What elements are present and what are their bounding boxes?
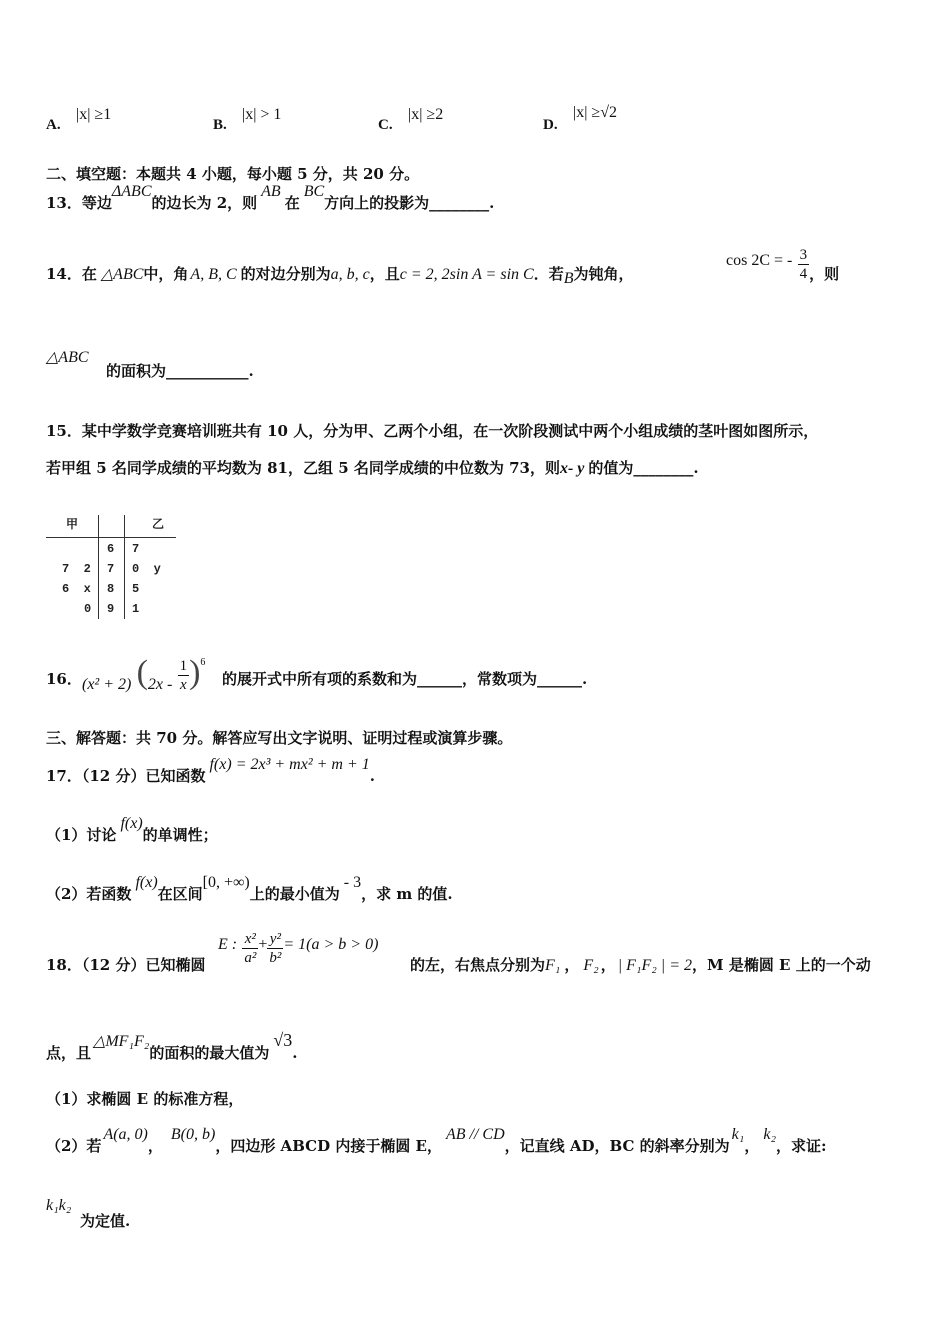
question-17 xyxy=(46,756,376,786)
q14-text1: 中，角 xyxy=(143,265,189,283)
stem-leaf-divider-left xyxy=(98,515,99,619)
q18-line1 xyxy=(410,954,871,975)
q17-function: f(x) = 2x³ + mx² + m + 1 xyxy=(209,756,370,773)
q18-sqrt3: √3 xyxy=(273,1030,293,1050)
q18-plus: + xyxy=(258,935,268,953)
stem-leaf-row-stem: 6 xyxy=(107,542,115,556)
stem-leaf-head-right: 乙 xyxy=(152,517,165,531)
q18-fy-numerator: y² xyxy=(267,930,283,949)
q18-line2-b: 的面积的最大值为 xyxy=(149,1044,270,1062)
q17-part1-a: （1）讨论 xyxy=(46,826,117,844)
option-c-label: C. xyxy=(378,117,393,133)
q18-part2 xyxy=(46,1126,827,1156)
q18-point-b: B(0, b) xyxy=(170,1126,216,1143)
q18-line2-c: . xyxy=(292,1044,298,1062)
q18-num: 18．（12 分）已知椭圆 xyxy=(46,956,206,974)
option-d-label: D. xyxy=(543,117,558,133)
stem-leaf-row-left: 7 2 xyxy=(62,562,91,576)
q14-text2: 的对边分别为 xyxy=(240,265,331,283)
q15-line1: 15．某中学数学竞赛培训班共有 10 人，分为甲、乙两个小组，在一次阶段测试中两个小组成绩的茎叶图如图所示， xyxy=(46,422,819,440)
q13-vector-ab: AB xyxy=(261,183,281,200)
q16-frac-denominator: x xyxy=(180,676,187,693)
stem-leaf-divider-right xyxy=(124,515,125,619)
q14-frac-numerator: 3 xyxy=(799,247,808,263)
q16-left-paren: ( xyxy=(136,654,148,691)
q18-text4: ，M 是椭圆 E 上的一个动 xyxy=(692,956,871,974)
stem-leaf-row-right: 1 xyxy=(132,602,140,616)
q14-triangle: △ABC xyxy=(100,266,144,283)
q17-end: . xyxy=(369,767,376,785)
q14-frac-denominator: 4 xyxy=(799,266,808,282)
q18-part2-e: ， xyxy=(744,1137,760,1155)
stem-leaf-head-left: 甲 xyxy=(66,517,79,531)
q16-expr-b: 2x - xyxy=(147,676,173,693)
q17-part2-value: - 3 xyxy=(343,874,362,891)
q16-text: 的展开式中所有项的系数和为______，常数项为______. xyxy=(222,670,588,688)
q17-part2-interval: [0, +∞) xyxy=(202,874,250,891)
q14-cos-expr: cos 2C = - xyxy=(726,251,793,269)
q15-line2 xyxy=(46,457,699,478)
option-a-label: A. xyxy=(46,117,61,133)
q13-text1: 的边长为 2，则 xyxy=(151,194,258,212)
stem-leaf-row-stem: 8 xyxy=(107,582,115,596)
option-d-expr: |x| ≥√2 xyxy=(573,104,617,121)
q18-part2-b: ， xyxy=(147,1137,163,1155)
q17-part2-c: 上的最小值为 xyxy=(249,885,340,903)
q15-line2-b: 的值为________. xyxy=(588,459,699,477)
stem-leaf-row-left: 6 x xyxy=(62,582,91,596)
question-14 xyxy=(46,263,634,287)
option-a-expr: |x| ≥1 xyxy=(76,106,112,123)
stem-leaf-row-left: 0 xyxy=(84,602,92,616)
stem-leaf-row-stem: 9 xyxy=(107,602,115,616)
option-b-label: B. xyxy=(213,117,227,133)
q16-fraction xyxy=(178,657,190,694)
q18-fy-denominator: b² xyxy=(269,950,282,966)
q14-line2 xyxy=(46,347,89,367)
q18-part2-c: ，四边形 ABCD 内接于椭圆 E， xyxy=(215,1137,442,1155)
q18-line2-a: 点，且 xyxy=(46,1044,92,1062)
q15-line2-a: 若甲组 5 名同学成绩的平均数为 81，乙组 5 名同学成绩的中位数为 73，则 xyxy=(46,459,560,477)
q15-x-minus-y: x- y xyxy=(559,460,585,477)
q18-f1: F₁ xyxy=(545,957,561,974)
option-b-expr: |x| > 1 xyxy=(242,106,282,123)
q16-right-paren: ) xyxy=(189,654,201,691)
q18-triangle: △MF₁F₂ xyxy=(93,1033,150,1050)
q18-ellipse-equation xyxy=(218,930,378,967)
q14-text5: 为钝角， xyxy=(573,265,634,283)
q13-vector-bc: BC xyxy=(303,183,325,200)
q17-num: 17．（12 分）已知函数 xyxy=(46,767,206,785)
q18-part3 xyxy=(46,1196,71,1215)
q16-power: 6 xyxy=(200,657,206,668)
q18-f2: F₂ xyxy=(583,957,599,974)
section2-heading: 二、填空题：本题共 4 小题，每小题 5 分，共 20 分。 xyxy=(46,165,420,183)
q18-fx-denominator: a² xyxy=(244,950,257,966)
q18-eq: = 1(a > b > 0) xyxy=(283,935,379,953)
q17-part1-f: f(x) xyxy=(120,815,143,832)
question-13 xyxy=(46,183,495,213)
q13-text3: 方向上的投影为________. xyxy=(324,194,495,212)
q18-point-a: A(a, 0) xyxy=(103,1126,148,1143)
q17-part2-a: （2）若函数 xyxy=(46,885,132,903)
q18-fx-numerator: x² xyxy=(242,930,258,949)
q18-fraction-y xyxy=(267,930,283,967)
q14-num: 14．在 xyxy=(46,265,97,283)
q18-part2-f: ，求证: xyxy=(776,1137,827,1155)
stem-leaf-row-right: 0 y xyxy=(132,562,161,576)
q18-e: E : xyxy=(218,935,238,953)
q14-area-text: 的面积为___________. xyxy=(106,362,254,380)
q14-cos-fraction xyxy=(798,246,810,283)
q18-parallel: AB // CD xyxy=(445,1126,505,1143)
q18-part2-d: ，记直线 AD，BC 的斜率分别为 xyxy=(504,1137,730,1155)
q18-distance: | F₁F₂ | = 2 xyxy=(617,957,692,974)
q18-k1k2: k₁k₂ xyxy=(46,1197,72,1214)
stem-leaf-row-stem: 7 xyxy=(107,562,115,576)
q17-part2-b: 在区间 xyxy=(157,885,203,903)
stem-leaf-row-right: 7 xyxy=(132,542,140,556)
q18-line2 xyxy=(46,1030,298,1063)
q14-triangle-2: △ABC xyxy=(46,349,89,366)
q18-text2: ， xyxy=(564,956,580,974)
stem-leaf-row-right: 5 xyxy=(132,582,140,596)
q13-text2: 在 xyxy=(284,194,300,212)
q18-part2-a: （2）若 xyxy=(46,1137,102,1155)
q14-condition: c = 2, 2sin A = sin C xyxy=(399,266,534,283)
q18-k2: k₂ xyxy=(763,1126,777,1143)
option-c-expr: |x| ≥2 xyxy=(408,106,444,123)
q17-part2-f: f(x) xyxy=(135,874,158,891)
q16-expr-a: (x² + 2) xyxy=(82,676,132,693)
q14-text6: ，则 xyxy=(809,264,840,283)
q18-text1: 的左，右焦点分别为 xyxy=(410,956,546,974)
q17-part1 xyxy=(46,815,218,845)
q14-angles: A, B, C xyxy=(190,266,237,283)
stem-leaf-header-rule xyxy=(46,537,176,538)
q17-part2-d: ，求 m 的值. xyxy=(361,885,453,903)
q17-part2 xyxy=(46,874,453,904)
q14-text3: ，且 xyxy=(369,265,400,283)
section3-heading: 三、解答题：共 70 分。解答应写出文字说明、证明过程或演算步骤。 xyxy=(46,729,513,747)
q14-angle-b: B xyxy=(563,270,574,287)
q16-frac-numerator: 1 xyxy=(179,657,188,674)
q14-cos-formula xyxy=(726,246,839,283)
q14-sides: a, b, c xyxy=(330,266,370,283)
q18-part1: （1）求椭圆 E 的标准方程， xyxy=(46,1090,244,1108)
q18-text3: ， xyxy=(600,956,616,974)
q18-k1: k₁ xyxy=(731,1126,745,1143)
q14-text4: ．若 xyxy=(533,265,564,283)
q18-part3-text: 为定值. xyxy=(80,1212,131,1230)
q13-num: 13．等边 xyxy=(46,194,112,212)
q16-expression xyxy=(82,646,206,693)
q18-fraction-x xyxy=(242,930,258,967)
q17-part1-b: 的单调性； xyxy=(142,826,218,844)
q16-num: 16． xyxy=(46,670,82,688)
q13-triangle: ΔABC xyxy=(111,183,152,200)
